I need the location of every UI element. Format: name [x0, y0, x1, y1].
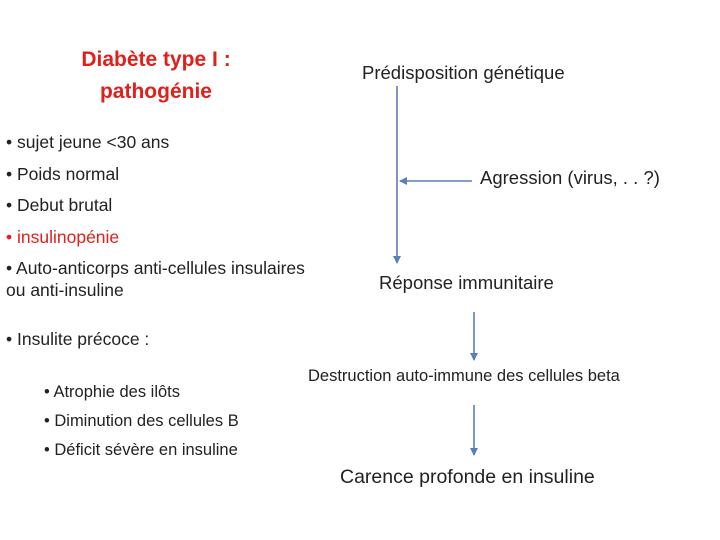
node-aggression: Agression (virus, . . ?)	[480, 167, 660, 188]
bullet-insulitis: • Insulite précoce :	[6, 329, 150, 349]
title-line-2: pathogénie	[99, 80, 212, 103]
bullet-age: • sujet jeune <30 ans	[6, 132, 170, 152]
bullet-weight: • Poids normal	[6, 163, 120, 184]
bullet-autoantibodies: • Auto-anticorps anti-cellules insulaires ou anti-insuline	[6, 258, 305, 300]
bullet-onset: • Debut brutal	[6, 195, 113, 215]
sub-bullet-atrophy: • Atrophie des ilôts	[44, 383, 181, 401]
title-line-1: Diabète type I :	[81, 48, 231, 71]
node-genetic-predisposition: Prédisposition génétique	[362, 62, 565, 83]
node-insulin-deficiency: Carence profonde en insuline	[340, 466, 595, 488]
sub-bullet-deficit: • Déficit sévère en insuline	[44, 441, 238, 459]
node-autoimmune-destruction: Destruction auto-immune des cellules beta	[308, 367, 620, 385]
bullet-insulinopenia: • insulinopénie	[6, 226, 120, 247]
node-immune-response: Réponse immunitaire	[379, 272, 554, 293]
sub-bullet-b-cells: • Diminution des cellules B	[44, 412, 239, 430]
